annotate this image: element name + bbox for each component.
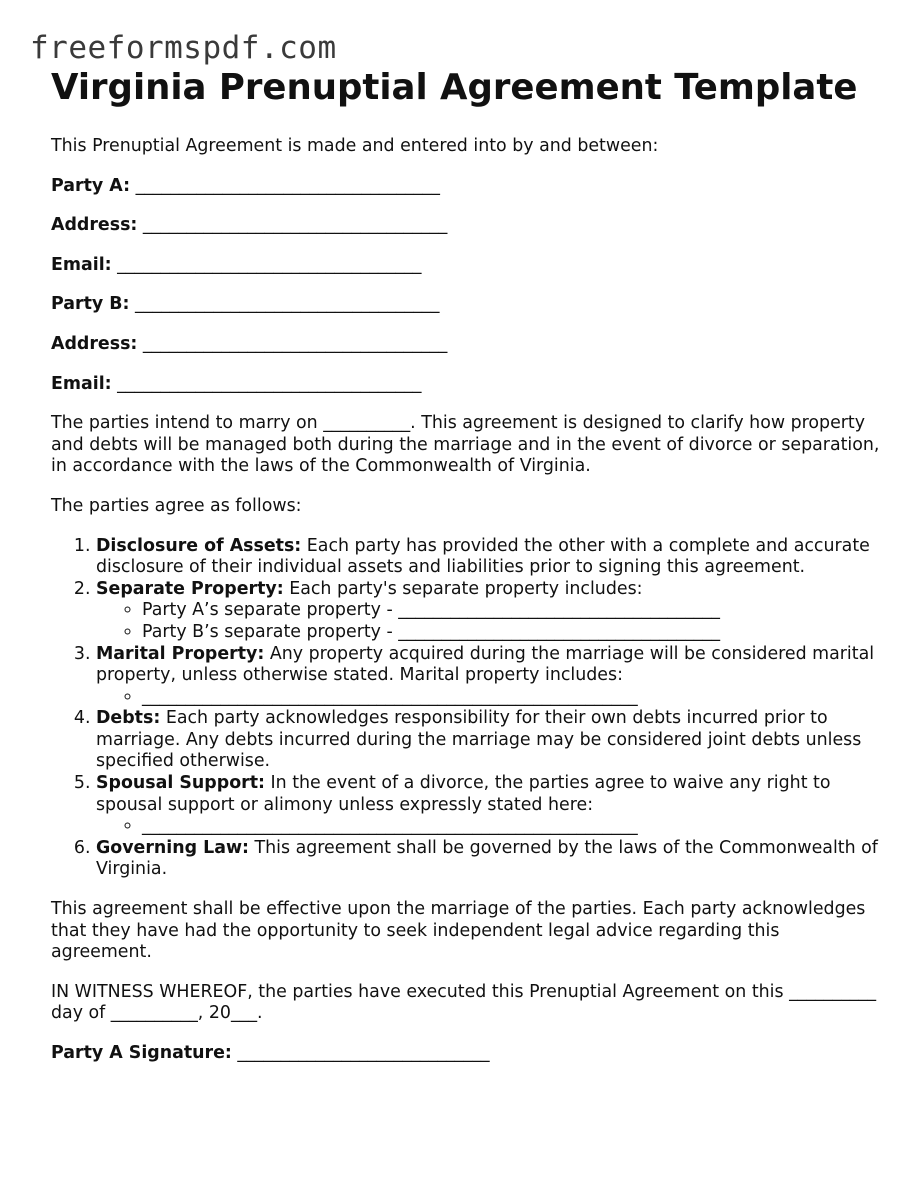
term-governing-law [96, 838, 881, 881]
party-b-separate-property-field[interactable]: ◦ Party B’s separate property - _____________________________________ [142, 622, 881, 644]
term-text: In the event of a divorce, the parties agree to waive any right to spousal support or alimony unless expressly stated here: [96, 773, 831, 815]
field-label: Address: [51, 215, 138, 236]
sub-list [96, 600, 881, 643]
term-heading: Spousal Support: [96, 773, 265, 794]
term-heading: Separate Property: [96, 578, 284, 599]
party-b-name-field[interactable] [51, 294, 881, 316]
party-a-signature-field[interactable] [51, 1043, 881, 1065]
field-label: Email: [51, 254, 112, 275]
term-debts [96, 708, 881, 773]
field-label: Party B: [51, 294, 130, 315]
signature-blank: _____________________________ [237, 1043, 490, 1063]
term-separate-property [96, 579, 881, 644]
effective-paragraph: This agreement shall be effective upon the marriage of the parties. Each party acknowledges that they have had the opportunity to seek independent legal advice regarding this agreement. [51, 899, 866, 963]
term-heading: Governing Law: [96, 837, 249, 858]
term-disclosure-of-assets [96, 536, 881, 579]
document-body [51, 66, 881, 1083]
purpose-paragraph: The parties intend to marry on __________. This agreement is designed to clarify how property and debts will be managed both during the marriage and in the event of divorce or separation, in accordance with the laws of the Commonwealth of Virginia. [51, 413, 880, 477]
term-heading: Debts: [96, 708, 161, 729]
witness-paragraph: IN WITNESS WHEREOF, the parties have executed this Prenuptial Agreement on this __________ day of __________, 20___. [51, 981, 877, 1024]
term-heading: Marital Property: [96, 643, 265, 664]
signature-label: Party A Signature: [51, 1043, 232, 1063]
spousal-support-field[interactable]: ◦ _________________________________________________________ [142, 816, 881, 838]
term-text: Each party has provided the other with a complete and accurate disclosure of their individual assets and liabilities prior to signing this agreement. [96, 535, 870, 578]
field-blank: ___________________________________ [142, 333, 448, 354]
field-blank: ___________________________________ [117, 373, 422, 394]
marital-property-field[interactable]: ◦ _________________________________________________________ [142, 687, 881, 709]
party-b-email-field[interactable] [51, 374, 881, 396]
agree-intro: The parties agree as follows: [51, 495, 302, 516]
intro-text: This Prenuptial Agreement is made and entered into by and between: [51, 136, 659, 156]
field-blank: ___________________________________ [142, 215, 448, 236]
term-text: Any property acquired during the marriage will be considered marital property, unless otherwise stated. Marital property includes: [96, 643, 875, 686]
party-a-name-field[interactable] [51, 176, 881, 198]
party-b-address-field[interactable] [51, 334, 881, 356]
watermark: freeformspdf.com [30, 30, 337, 66]
party-a-separate-property-field[interactable]: ◦ Party A’s separate property - _____________________________________ [142, 600, 881, 622]
field-blank: ___________________________________ [135, 294, 440, 315]
page-title: Virginia Prenuptial Agreement Template [51, 67, 858, 108]
sub-list [96, 816, 881, 838]
field-blank: ___________________________________ [135, 175, 440, 196]
term-heading: Disclosure of Assets: [96, 535, 302, 556]
field-blank: ___________________________________ [117, 254, 422, 275]
terms-list [51, 536, 881, 882]
field-label: Address: [51, 333, 138, 354]
field-label: Party A: [51, 175, 131, 196]
party-a-email-field[interactable] [51, 255, 881, 277]
term-text: Each party acknowledges responsibility for their own debts incurred prior to marriage. Any debts incurred during the marriage may be considered joint debts unless specified otherwise. [96, 708, 862, 772]
term-spousal-support [96, 773, 881, 838]
term-text: Each party's separate property includes: [283, 578, 643, 599]
sub-list [96, 687, 881, 709]
party-a-address-field[interactable] [51, 215, 881, 237]
term-marital-property [96, 644, 881, 709]
term-text: This agreement shall be governed by the laws of the Commonwealth of Virginia. [96, 837, 878, 880]
field-label: Email: [51, 373, 112, 394]
